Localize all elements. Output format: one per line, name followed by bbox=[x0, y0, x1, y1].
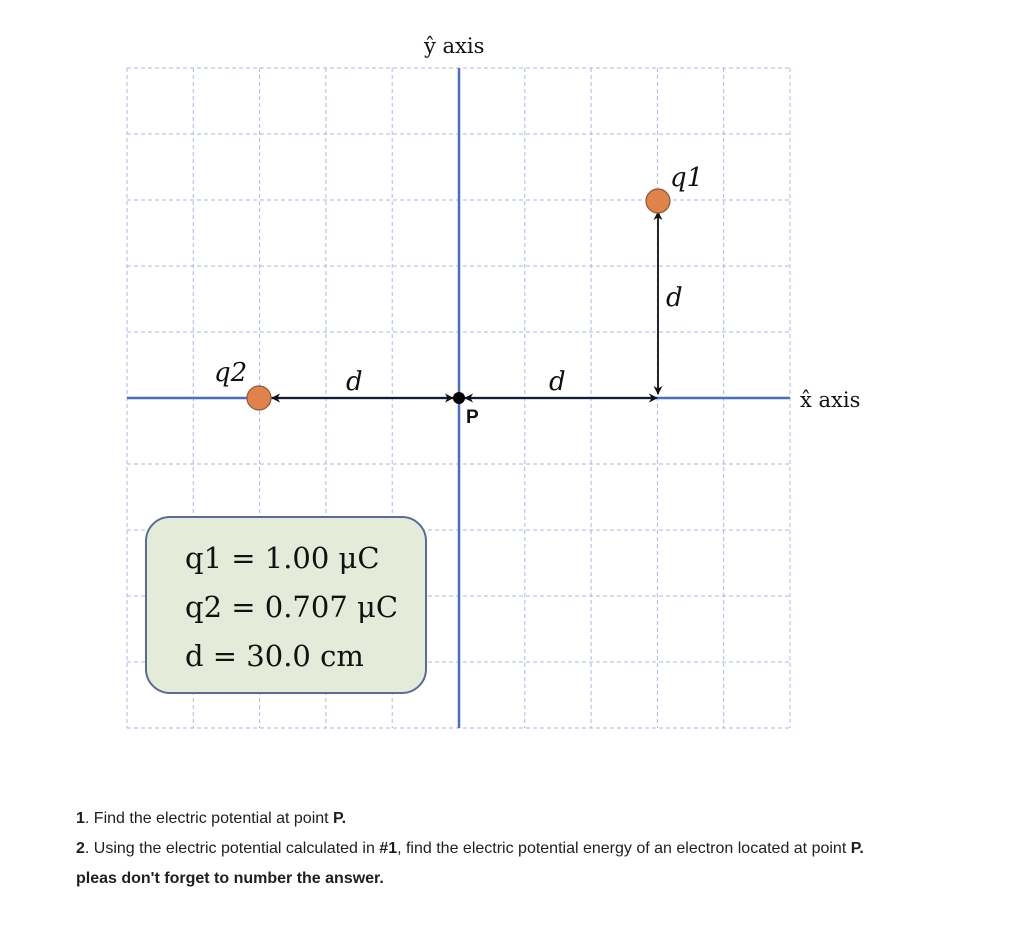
q1-label: q1 bbox=[670, 163, 704, 193]
question-2-number: 2 bbox=[76, 840, 85, 857]
values-q2-line: q2 = 0.707 μC bbox=[185, 590, 399, 624]
q2-label: q2 bbox=[214, 358, 248, 388]
question-1-text: . Find the electric potential at point bbox=[84, 810, 334, 827]
distance-label-vertical: d bbox=[666, 283, 683, 313]
question-text bbox=[76, 808, 916, 898]
numbering-note bbox=[76, 868, 916, 889]
point-p-marker bbox=[453, 392, 465, 404]
question-1-point: P. bbox=[333, 810, 347, 827]
question-1 bbox=[76, 808, 916, 829]
x-axis-label: x̂ axis bbox=[800, 388, 861, 412]
question-2-ref: #1 bbox=[379, 840, 398, 857]
question-2-text-b: , find the electric potential energy of an electron located at point bbox=[397, 840, 851, 857]
question-2 bbox=[76, 838, 916, 859]
distance-label-right: d bbox=[549, 367, 566, 397]
charge-q2 bbox=[247, 386, 271, 410]
values-q1-line: q1 = 1.00 μC bbox=[185, 541, 380, 575]
distance-label-left: d bbox=[346, 367, 363, 397]
numbering-note-text: pleas don't forget to number the answer. bbox=[76, 870, 384, 887]
question-2-point: P. bbox=[850, 840, 864, 857]
values-d-line: d = 30.0 cm bbox=[185, 639, 364, 673]
y-axis-label: ŷ axis bbox=[424, 34, 485, 58]
charge-q1 bbox=[646, 189, 670, 213]
point-p-label: P bbox=[466, 407, 479, 428]
question-1-number: 1 bbox=[76, 810, 85, 827]
question-2-text-a: . Using the electric potential calculated in bbox=[84, 840, 380, 857]
